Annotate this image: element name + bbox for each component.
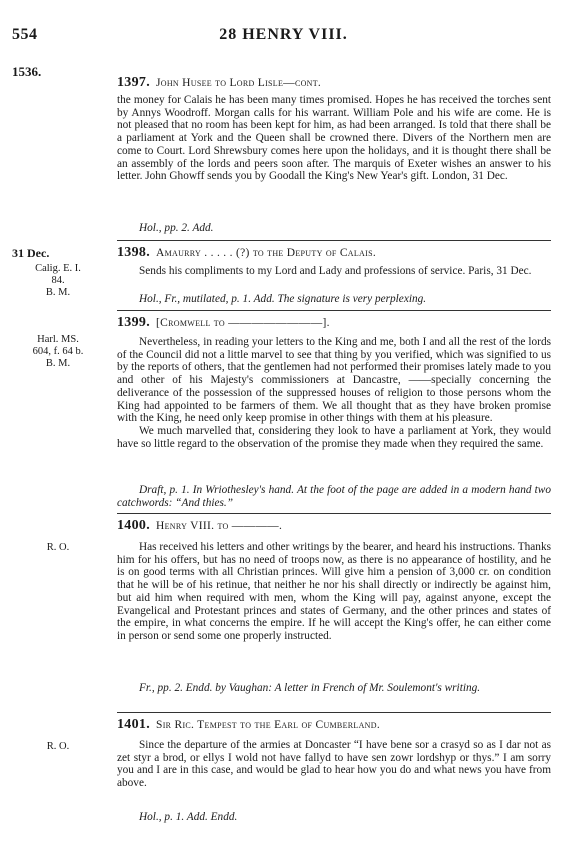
divider: [117, 513, 551, 514]
entry-note: Hol., Fr., mutilated, p. 1. Add. The signature is very perplexing.: [139, 293, 427, 305]
entry-title: John Husee to Lord Lisle—cont.: [156, 77, 322, 89]
entry-number: 1400.: [117, 518, 150, 533]
entry-note: Fr., pp. 2. Endd. by Vaughan: A letter in French of Mr. Soulemont's writing.: [139, 682, 481, 694]
entry-note: Draft, p. 1. In Wriothesley's hand. At the foot of the page are added in a modern hand two catchwords: “And thies.”: [117, 484, 551, 509]
entry-paragraph: Sends his compliments to my Lord and Lady and professions of service. Paris, 31 Dec.: [139, 265, 532, 277]
entry-paragraph: Since the departure of the armies at Doncaster “I have bene sor a crasyd so as I dar not as zet styr a brod, or ellys I wold not have fallyd to have sen zowr lordshyp or thys.” I am sorry you and I are in this case, and would be glad to hear how you do and what news you have from above.: [117, 739, 551, 790]
margin-reference: R. O.: [46, 741, 70, 752]
entry-heading: [117, 519, 553, 533]
divider: [117, 712, 551, 713]
entry-paragraph: We much marvelled that, considering they look to have a parliament at York, they would have so little regard to the observation of the promise they made when they required the same.: [117, 424, 551, 450]
entry-heading: [117, 76, 553, 90]
entry-note: Hol., p. 1. Add. Endd.: [139, 811, 238, 823]
entry-body: [117, 739, 551, 790]
margin-reference: Harl. MS. 604, f. 64 b. B. M.: [32, 334, 84, 369]
entry-heading: [117, 316, 553, 330]
entry-body: [117, 265, 551, 278]
entry-number: 1401.: [117, 717, 150, 732]
entry-note: Hol., pp. 2. Add.: [139, 222, 214, 234]
margin-reference: Calig. E. I. 84. B. M.: [35, 263, 81, 298]
entry-number: 1397.: [117, 75, 150, 90]
entry-number: 1398.: [117, 245, 150, 260]
entry-paragraph: Nevertheless, in reading your letters to the King and me, both I and all the rest of the lords of the Council did not a little marvel to see that thing by you verified, which was signified to us by the reports of others, that the gentlemen had not performed their promises lately made to you and other of his Majesty's commissioners at Dancastre, ——specially concerning the deliverance of the possession of the suppressed houses of religion to those persons whom the King had appointed to be farmers of them. We all thought that as they have broken promise with the King, he need only keep promise in other things with them at his pleasure.: [117, 336, 551, 425]
entry-body: [117, 94, 551, 183]
entry-heading: [117, 246, 553, 260]
divider: [117, 310, 551, 311]
entry-title: Henry VIII. to ————.: [156, 520, 283, 532]
reign-heading: 28 HENRY VIII.: [219, 26, 348, 43]
entry-paragraph: the money for Calais he has been many times promised. Hopes he has received the torches sent by Annys Woodroff. Morgan calls for his warrant. William Pole and his wife are come. He is not pleased that no room has been kept for him, as had been arranged. Is told that there shall be a parliament at York and the Queen shall be crowned there. Divers of the Northern men are come to Court. Lord Shrewsbury comes here upon the holidays, and it is thought there shall be an assembly of the lords and peers soon after. The marquis of Exeter wishes an answer to his letter. John Ghowff sends you by Goodall the King's New Year's gift. London, 31 Dec.: [117, 94, 551, 183]
margin-date: 31 Dec.: [12, 246, 50, 260]
entry-body: [117, 541, 551, 643]
entry-title: [Cromwell to ————————].: [156, 317, 330, 329]
year-label: 1536.: [12, 64, 42, 79]
entry-title: Amaurry . . . . . (?) to the Deputy of Calais.: [156, 247, 377, 259]
entry-paragraph: Has received his letters and other writings by the bearer, and heard his instructions. Thanks him for his offers, but has no need of troops now, as there is no appearance of hostility, and he is on good terms with all Christian princes. Will give him a pension of 3,000 cr. on condition that he will be of his retinue, that neither he nor his shall directly or indirectly be against him, but aid him when required with men, whom the King will pay, against anyone, except the Evangelical and Protestant princes and states of Germany, and the other princes and states of the empire, in what concerns the empire. If he will accept the King's offer, he can either come in person or send some one properly instructed.: [117, 541, 551, 642]
entry-heading: [117, 718, 553, 732]
margin-reference: R. O.: [46, 542, 70, 553]
running-head: [12, 26, 555, 48]
page-number: 554: [12, 26, 38, 43]
entry-body: [117, 336, 551, 450]
entry-title: Sir Ric. Tempest to the Earl of Cumberland.: [156, 719, 380, 731]
divider: [117, 240, 551, 241]
entry-number: 1399.: [117, 315, 150, 330]
